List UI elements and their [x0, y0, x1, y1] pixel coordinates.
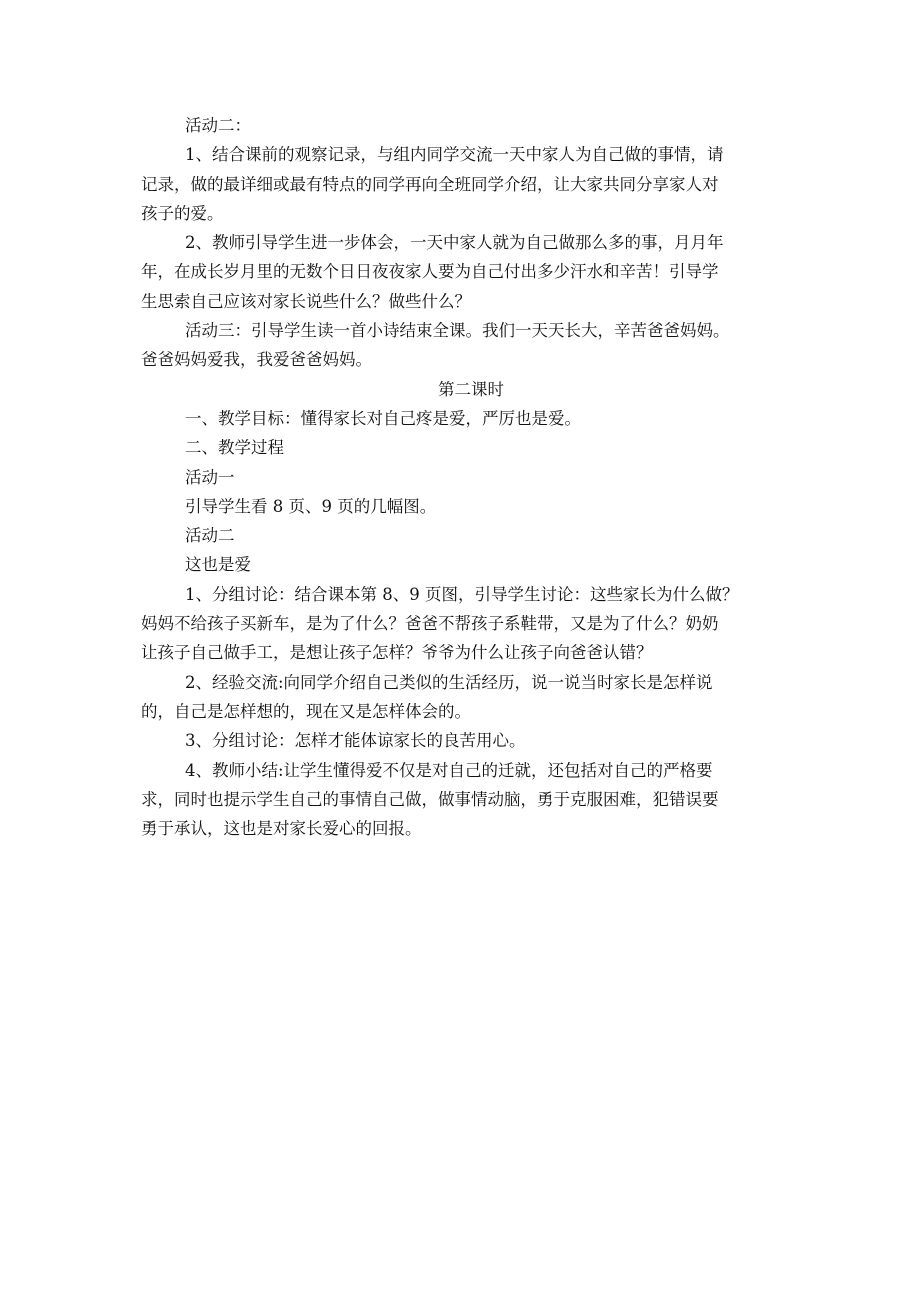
text-line: 活动一 [185, 467, 235, 487]
text-line: 求，同时也提示学生自己的事情自己做，做事情动脑，勇于克服困难，犯错误要 [141, 789, 719, 809]
text-line: 活动三：引导学生读一首小诗结束全课。我们一天天长大，辛苦爸爸妈妈。 [185, 321, 730, 341]
paragraph [141, 726, 801, 755]
activity-heading [141, 111, 801, 140]
paragraph [141, 228, 801, 316]
text-line: 2、教师引导学生进一步体会，一天中家人就为自己做那么多的事，月月年 [185, 233, 724, 253]
text-line: 记录，做的最详细或最有特点的同学再向全班同学介绍，让大家共同分享家人对 [141, 174, 719, 194]
activity-heading [141, 463, 801, 492]
text-line: 二、教学过程 [185, 438, 284, 458]
text-line: 活动二： [185, 116, 251, 135]
text-line: 活动二 [185, 526, 235, 546]
text-line: 勇于承认，这也是对家长爱心的回报。 [141, 819, 422, 839]
text-line: 4、教师小结:让学生懂得爱不仅是对自己的迁就，还包括对自己的严格要 [185, 760, 713, 780]
text-line: 一、教学目标：懂得家长对自己疼是爱，严厉也是爱。 [185, 408, 581, 428]
text-line: 孩子的爱。 [141, 203, 224, 223]
text-line: 妈妈不给孩子买新车，是为了什么？爸爸不帮孩子系鞋带，又是为了什么？奶奶 [141, 614, 719, 634]
paragraph [141, 580, 801, 668]
paragraph [141, 140, 801, 228]
teaching-goal [141, 404, 801, 433]
text-line: 引导学生看 8 页、9 页的几幅图。 [185, 496, 437, 516]
paragraph [141, 492, 801, 521]
document-body [141, 111, 801, 843]
paragraph [141, 316, 801, 375]
text-line: 的，自己是怎样想的，现在又是怎样体会的。 [141, 701, 471, 721]
section-title-text: 第二课时 [438, 379, 504, 399]
paragraph [141, 668, 801, 727]
text-line: 生思索自己应该对家长说些什么？做些什么？ [141, 291, 471, 311]
activity-heading [141, 521, 801, 550]
text-line: 让孩子自己做手工，是想让孩子怎样？爷爷为什么让孩子向爸爸认错？ [141, 643, 653, 663]
text-line: 爸爸妈妈爱我，我爱爸爸妈妈。 [141, 350, 372, 370]
text-line: 3、分组讨论：怎样才能体谅家长的良苦用心。 [185, 731, 526, 751]
text-line: 1、分组讨论：结合课本第 8、9 页图，引导学生讨论：这些家长为什么做？ [185, 584, 739, 604]
teaching-process [141, 433, 801, 462]
text-line: 2、经验交流:向同学介绍自己类似的生活经历，说一说当时家长是怎样说 [185, 672, 713, 692]
paragraph [141, 756, 801, 844]
section-title [141, 375, 801, 404]
text-line: 这也是爱 [185, 555, 251, 575]
text-line: 1、结合课前的观察记录，与组内同学交流一天中家人为自己做的事情，请 [185, 145, 724, 165]
text-line: 年，在成长岁月里的无数个日日夜夜家人要为自己付出多少汗水和辛苦！引导学 [141, 262, 719, 282]
activity-subheading [141, 550, 801, 579]
